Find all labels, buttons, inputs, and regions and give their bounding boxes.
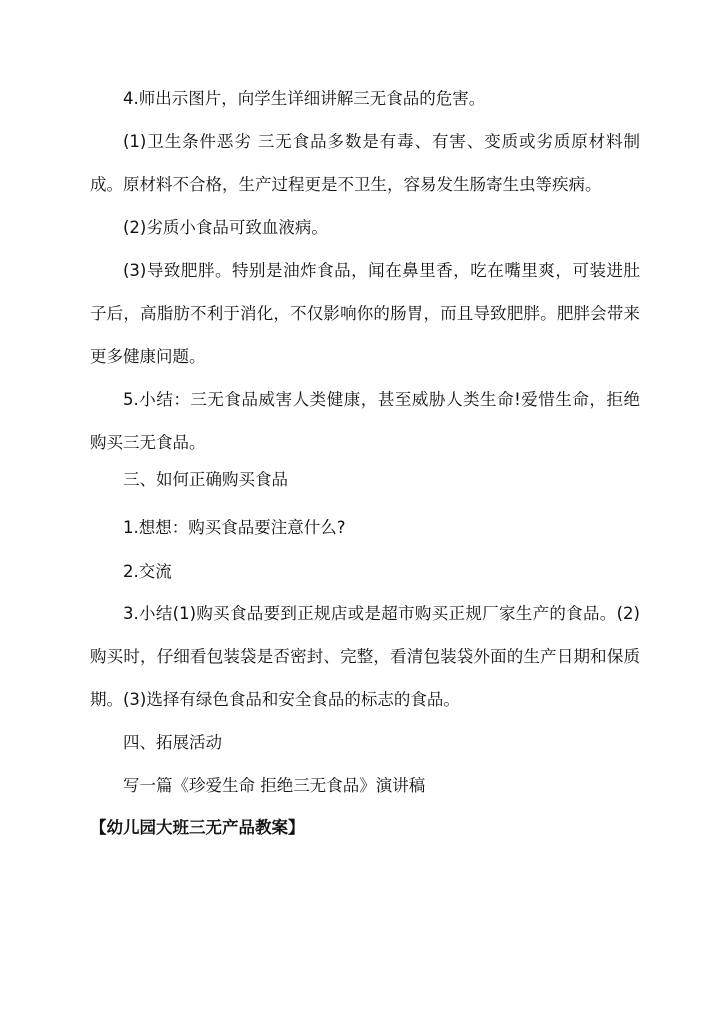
footer-title: 【幼儿园大班三无产品教案】 (90, 818, 305, 837)
paragraph-item-2: 2.交流 (123, 562, 172, 581)
paragraph-summary-3: 3.小结(1)购买食品要到正规店或是超市购买正规厂家生产的食品。(2)购买时，仔细看包装袋是否密封、完整，看清包装袋外面的生产日期和保质期。(3)选择有绿色食品和安全食品的标志的食品。 (90, 604, 640, 709)
paragraph-step-4: 4.师出示图片，向学生详细讲解三无食品的危害。 (123, 89, 486, 108)
section-heading-4: 四、拓展活动 (123, 733, 222, 752)
paragraph-hazard-3: (3)导致肥胖。特别是油炸食品，闻在鼻里香，吃在嘴里爽，可装进肚子后，高脂肪不利于消化，不仅影响你的肠胃，而且导致肥胖。肥胖会带来更多健康问题。 (90, 261, 640, 366)
paragraph-hazard-2: (2)劣质小食品可致血液病。 (123, 218, 328, 237)
section-heading-3: 三、如何正确购买食品 (123, 470, 288, 489)
paragraph-hazard-1: (1)卫生条件恶劣 三无食品多数是有毒、有害、变质或劣质原材料制成。原材料不合格，生产过程更是不卫生，容易发生肠寄生虫等疾病。 (90, 132, 640, 194)
paragraph-activity: 写一篇《珍爱生命 拒绝三无食品》演讲稿 (123, 776, 426, 795)
paragraph-summary-5: 5.小结：三无食品威害人类健康，甚至威胁人类生命!爱惜生命，拒绝购买三无食品。 (90, 390, 640, 452)
paragraph-item-1: 1.想想：购买食品要注意什么? (123, 518, 346, 537)
